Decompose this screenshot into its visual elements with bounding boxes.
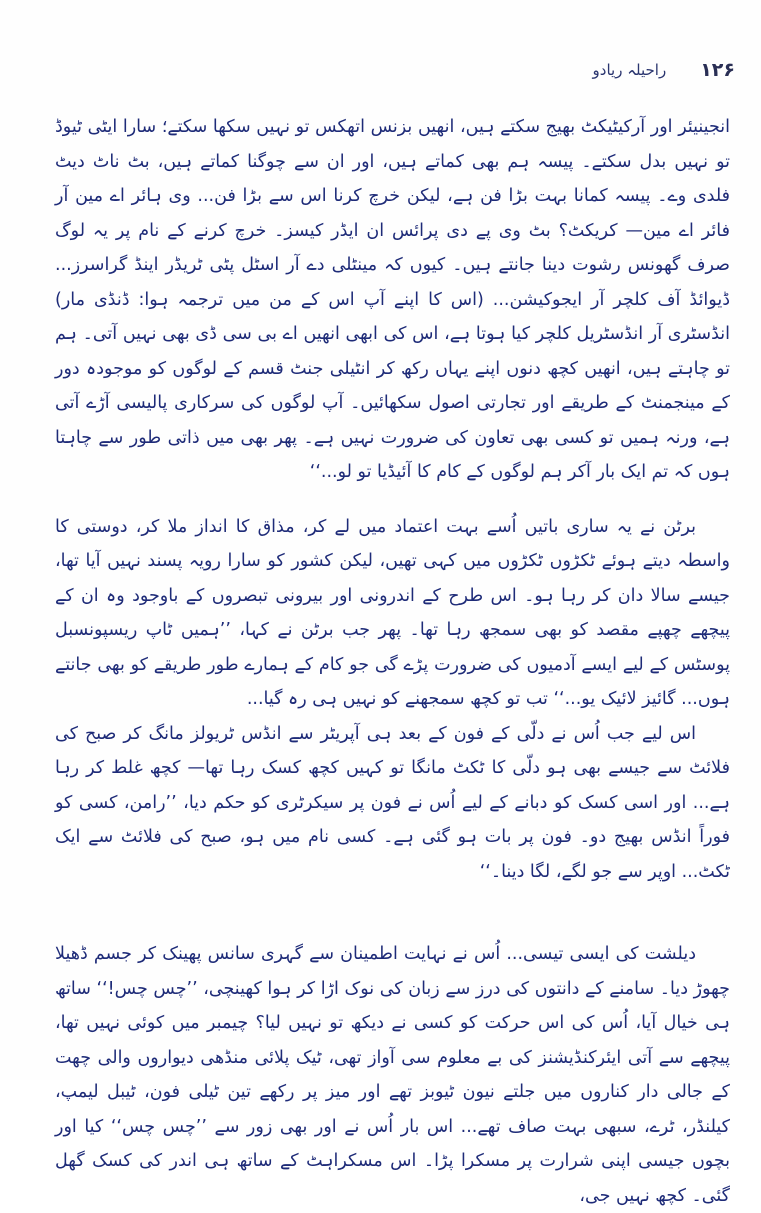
- body-text: [55, 110, 730, 1213]
- paragraph: دیلشت کی ایسی تیسی... اُس نے نہایت اطمینان سے گہری سانس پھینک کر جسم ڈھیلا چھوڑ دیا۔ سامنے کے دانتوں کی درز سے زبان کی نوک اڑا کر ہوا کھینچی، ’’چس چس!‘‘ ساتھ ہی خیال آیا، اُس کی اس حرکت کو کسی نے دیکھ تو نہیں لیا؟ چیمبر میں کوئی نہیں تھا، پیچھے سے آتی ایئرکنڈیشنز کی بے معلوم سی آواز تھی، ٹیک پلائی منڈھی دیواروں والی چھت کے جالی دار کناروں میں جلتے نیون ٹیوبز تھے اور میز پر رکھے تین ٹیلی فون، ٹیبل لیمپ، کیلنڈر، ٹرے، سبھی بہت صاف تھے... اس بار اُس نے اور بھی زور سے ’’چس چس‘‘ کیا اور بچوں جیسی اپنی شرارت پر مسکرا پڑا۔ اس مسکراہٹ کے ساتھ ہی اندر کی کسک گھل گئی۔ کچھ نہیں جی،: [55, 944, 730, 1206]
- paragraph: برٹن نے یہ ساری باتیں اُسے بہت اعتماد میں لے کر، مذاق کا انداز ملا کر، دوستی کا واسطہ دیتے ہوئے ٹکڑوں ٹکڑوں میں کہی تھیں، لیکن کشور کو سارا رویہ پسند نہیں آیا تھا، جیسے سالا دان کر رہا ہو۔ اس طرح کے اندرونی اور بیرونی تبصروں کے باوجود وہ ان کے پیچھے چھپے مقصد کو بھی سمجھ رہا تھا۔ پھر جب برٹن نے کہا، ’’ہمیں ٹاپ ریسپونسبل پوسٹس کے لیے ایسے آدمیوں کی ضرورت پڑے گی جو کام کے ہمارے طور طریقے کو بھی جانتے ہوں... گائیز لائیک یو...‘‘ تب تو کچھ سمجھنے کو نہیں ہی رہ گیا...: [55, 516, 730, 709]
- paragraph: اس لیے جب اُس نے دلّی کے فون کے بعد ہی آپریٹر سے انڈس ٹریولز مانگ کر صبح کی فلائٹ سے جیسے بھی ہو دلّی کا ٹکٹ مانگا تو کہیں کچھ کسک رہا تھا— کچھ غلط کر رہا ہے... اور اسی کسک کو دبانے کے لیے اُس نے فون پر سیکرٹری کو حکم دیا، ’’رامن، کسی کو فوراً انڈس بھیج دو۔ فون پر بات ہو گئی ہے۔ کسی نام میں ہو، صبح کی فلائٹ سے ایک ٹکٹ... اوپر سے جو لگے، لگا دینا۔‘‘: [55, 723, 730, 882]
- page-header: [520, 55, 735, 85]
- paragraph: انجینیئر اور آرکیٹیکٹ بھیج سکتے ہیں، انھیں بزنس اتھکس تو نہیں سکھا سکتے؛ سارا ایٹی ٹیوڈ تو نہیں بدل سکتے۔ پیسہ ہم بھی کماتے ہیں، اور ان سے چوگنا کماتے ہیں، بٹ ناٹ دیٹ فلدی وے۔ پیسہ کمانا بہت بڑا فن ہے، لیکن خرچ کرنا اس سے بڑا فن... وی ہائر اے مین آر فائر اے مین— کریکٹ؟ بٹ وی پے دی پرائس ان ایڈر کیسز۔ خرچ کرنے کے نام پر یہ لوگ صرف گھونس رشوت دینا جانتے ہیں۔ کیوں کہ مینٹلی دے آر اسٹل پٹی ٹریڈر اینڈ گراسرز... ڈیوائڈ آف کلچر آر ایجوکیشن... (اس کا اپنے آپ اس کے من میں ترجمہ ہوا: ڈنڈی مار) انڈسٹری آر انڈسٹریل کلچر کیا ہوتا ہے، اس کی ابھی انھیں اے بی سی ڈی بھی نہیں آتی۔ ہم تو چاہتے ہیں، انھیں کچھ دنوں اپنے یہاں رکھ کر انٹیلی جنٹ قسم کے لوگوں کو موجودہ دور کے مینجمنٹ کے طریقے اور تجارتی اصول سکھائیں۔ آپ لوگوں کی سرکاری پالیسی آڑے آتی ہے، ورنہ ہمیں تو کسی بھی تعاون کی ضرورت نہیں ہے۔ پھر بھی میں ذاتی طور سے چاہتا ہوں کہ تم ایک بار آکر ہم لوگوں کے کام کا آئیڈیا تو لو...‘‘: [55, 117, 730, 482]
- author-name: راحیلہ ریادو: [592, 61, 667, 79]
- page-number: ۱۲۶: [700, 59, 735, 81]
